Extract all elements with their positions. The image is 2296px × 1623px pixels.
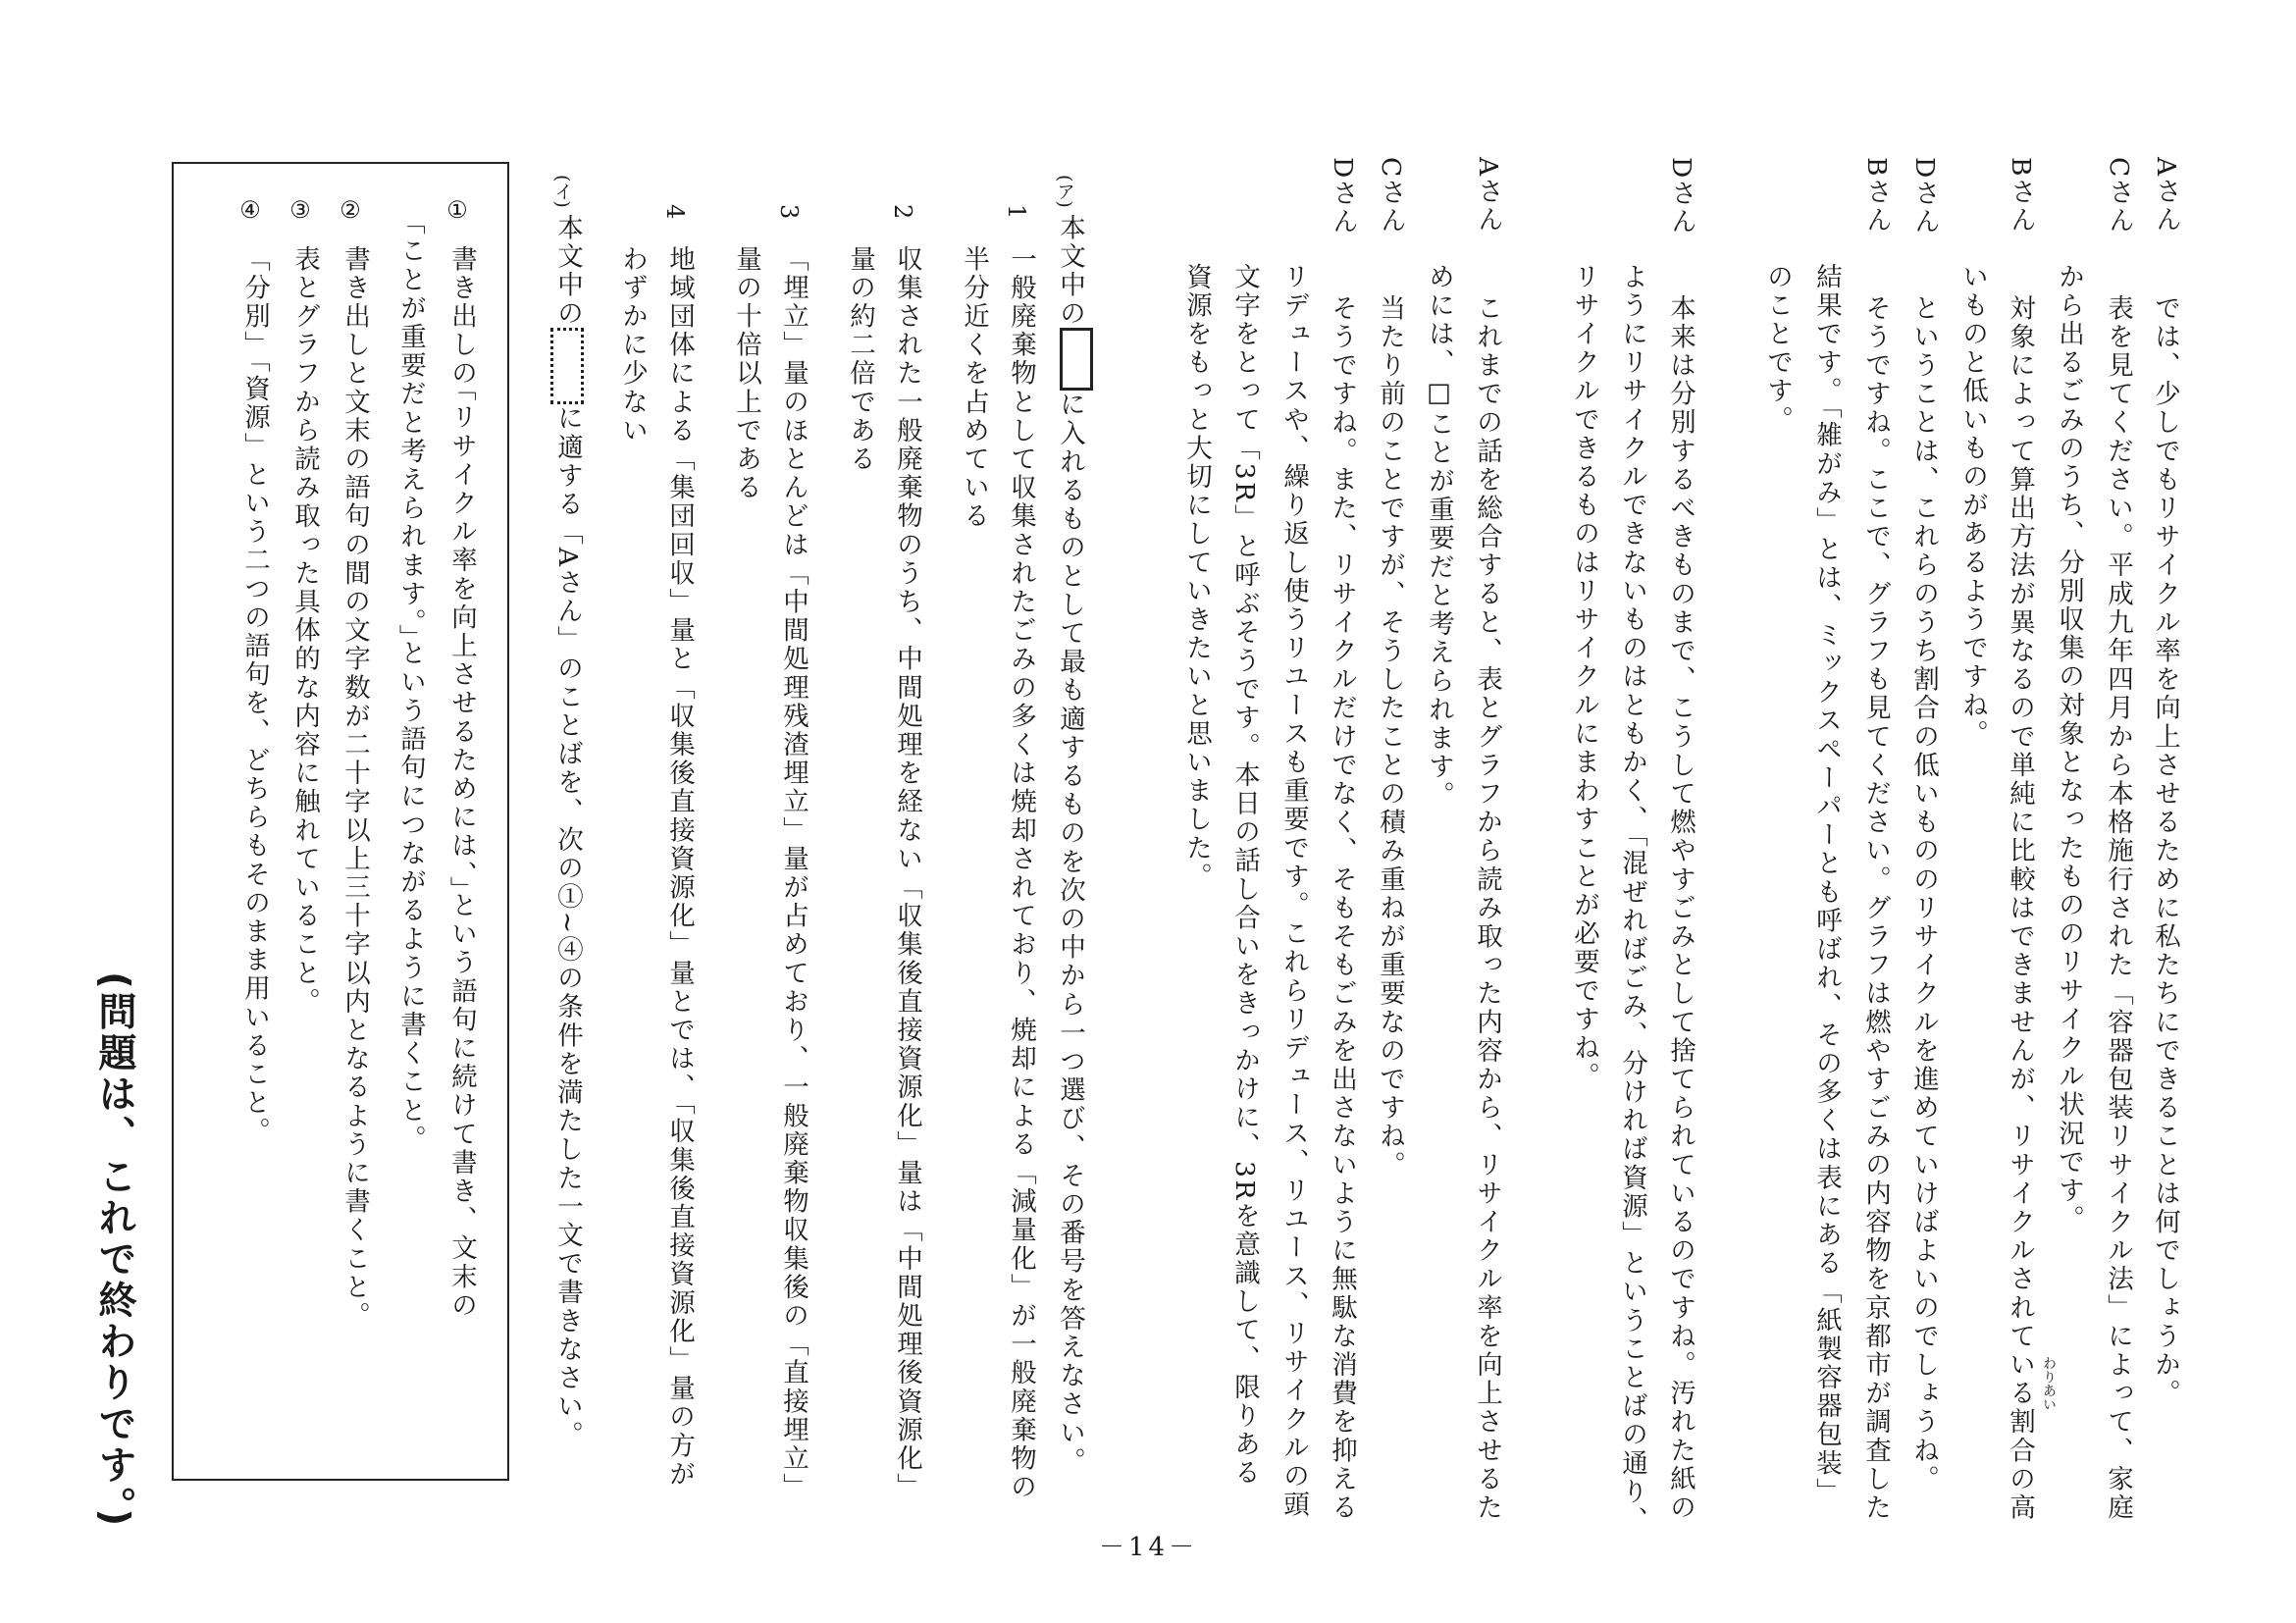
choice-line: 半分近くを占めている <box>959 245 989 531</box>
dialogue-line: 表を見てください。平成九年四月から本格施行された「容器包装リサイクル法」によって、家庭 <box>2103 294 2133 1523</box>
speaker-label: Dさん <box>1909 157 1940 236</box>
dialogue-line: 文字をとって「3R」と呼ぶそうです。本日の話し合いをきっかけに、3Rを意識して、限りある <box>1229 263 1260 1489</box>
question-stem <box>1052 214 1093 1476</box>
speaker-label: Cさん <box>1376 157 1406 236</box>
question-mark: (ア) <box>1054 175 1075 208</box>
question-stem-before: 本文中の <box>1055 214 1085 329</box>
choice-line: 「埋立」量のほとんどは「中間処理残渣埋立」量が占めており、一般廃棄物収集後の「直接埋立」 <box>778 245 809 1502</box>
dialogue-line: 本来は分別するべきものまで、こうして燃やすごみとして捨てられているのですね。汚れた紙の <box>1665 294 1696 1523</box>
question-stem-before: 本文中の <box>552 214 583 329</box>
condition-number: ④ <box>236 196 264 224</box>
condition-number: ② <box>337 196 364 224</box>
choice-number: 1 <box>1003 204 1030 220</box>
question-stem <box>549 214 585 1449</box>
dialogue-line: ということは、これらのうち割合の低いもののリサイクルを進めていけばよいのでしょうね。 <box>1908 294 1939 1494</box>
question-stem-after: に適する「Aさん」のことばを、次の①~④の条件を満たした一文で書きなさい。 <box>552 404 583 1450</box>
dialogue-line: 結果です。「雑がみ」とは、ミックスペーパーとも呼ばれ、その多くは表にある「紙製容器包装」 <box>1811 263 1842 1507</box>
dialogue-line: から出るごみのうち、分別収集の対象となったもののリサイクル状況です。 <box>2054 263 2084 1234</box>
dialogue-line: これまでの話を総合すると、表とグラフから読み取った内容から、リサイクル率を向上させるた <box>1472 294 1502 1523</box>
end-note: (問題は、これで終わりです。) <box>92 971 136 1530</box>
speaker-label: Dさん <box>1666 157 1696 236</box>
speaker-label: Bさん <box>2006 157 2036 235</box>
speaker-label: Bさん <box>1861 157 1892 235</box>
choice-line: 収集された一般廃棄物のうち、中間処理を経ない「収集後直接資源化」量は「中間処理後資源化」 <box>892 245 922 1502</box>
choice-number: 3 <box>775 204 803 220</box>
speaker-label: Dさん <box>1328 157 1358 236</box>
choice-number: 2 <box>889 204 916 220</box>
choice-line: 量の十倍以上である <box>731 245 761 502</box>
dialogue-line: そうですね。ここで、グラフも見てください。グラフは燃やすごみの内容物を京都市が調査した <box>1860 294 1891 1523</box>
choice-line: 一般廃棄物として収集されたごみの多くは焼却されており、焼却による「減量化」が一般廃棄物の <box>1006 245 1036 1502</box>
page-number: －14－ <box>1099 1533 1199 1562</box>
condition-line: 書き出しの｢リサイクル率を向上させるためには、｣という語句に続けて書き、文末の <box>446 245 477 1321</box>
dialogue-line: のことです。 <box>1762 263 1793 435</box>
speaker-label: Cさん <box>2104 157 2134 236</box>
condition-line: ｢ことが重要だと考えられます。｣という語句につながるように書くこと。 <box>395 222 426 1154</box>
ruby-reading: わりあい <box>2041 1356 2057 1411</box>
dialogue-line: リサイクルできるものはリサイクルにまわすことが必要ですね。 <box>1569 263 1599 1091</box>
dialogue-line: めには、□ことが重要だと考えられます。 <box>1424 263 1454 811</box>
choice-line: わずかに少ない <box>617 245 648 445</box>
answer-box-dotted <box>550 328 584 404</box>
dialogue-line: 対象によって算出方法が異なるので単純に比較はできませんが、リサイクルされている割合の高 <box>2005 294 2035 1523</box>
dialogue-line: いものと低いものがあるようですね。 <box>1957 263 1988 749</box>
condition-line: 「分別」「資源」という二つの語句を、どちらもそのまま用いること。 <box>239 245 270 1146</box>
question-stem-after: に入れるものとして最も適するものを次の中から一つ選び、その番号を答えなさい。 <box>1055 391 1085 1477</box>
question-mark: (イ) <box>551 175 573 208</box>
condition-number: ① <box>444 196 471 224</box>
dialogue-line: では、少しでもリサイクル率を向上させるために私たちにできることは何でしょうか。 <box>2150 294 2180 1408</box>
dialogue-line: そうですね。また、リサイクルだけでなく、そもそもごみを出さないように無駄な消費を抑える <box>1327 294 1357 1523</box>
choice-line: 量の約二倍である <box>845 245 875 474</box>
condition-line: 書き出しと文末の語句の間の文字数が二十字以上三十字以内となるように書くこと。 <box>339 245 370 1331</box>
dialogue-line: リデュースや、繰り返し使うリユースも重要です。これらリデュース、リユース、リサイクルの頭 <box>1278 263 1309 1520</box>
condition-line: 表とグラフから読み取った具体的な内容に触れていること。 <box>289 245 320 1017</box>
speaker-label: Aさん <box>1473 157 1503 235</box>
dialogue-line: ようにリサイクルできないものはともかく、「混ぜればごみ、分ければ資源」ということばの通り、 <box>1617 263 1647 1536</box>
speaker-label: Aさん <box>2151 157 2181 235</box>
dialogue-line: 当たり前のことですが、そうしたことの積み重ねが重要なのですね。 <box>1375 294 1405 1180</box>
condition-number: ③ <box>287 196 314 224</box>
answer-box-solid <box>1060 328 1093 391</box>
choice-number: 4 <box>661 204 689 220</box>
dialogue-line: 資源をもっと大切にしていきたいと思いました。 <box>1181 263 1212 892</box>
choice-line: 地域団体による「集団回収」量と「収集後直接資源化」量とでは、「収集後直接資源化」量の方が <box>664 245 695 1490</box>
